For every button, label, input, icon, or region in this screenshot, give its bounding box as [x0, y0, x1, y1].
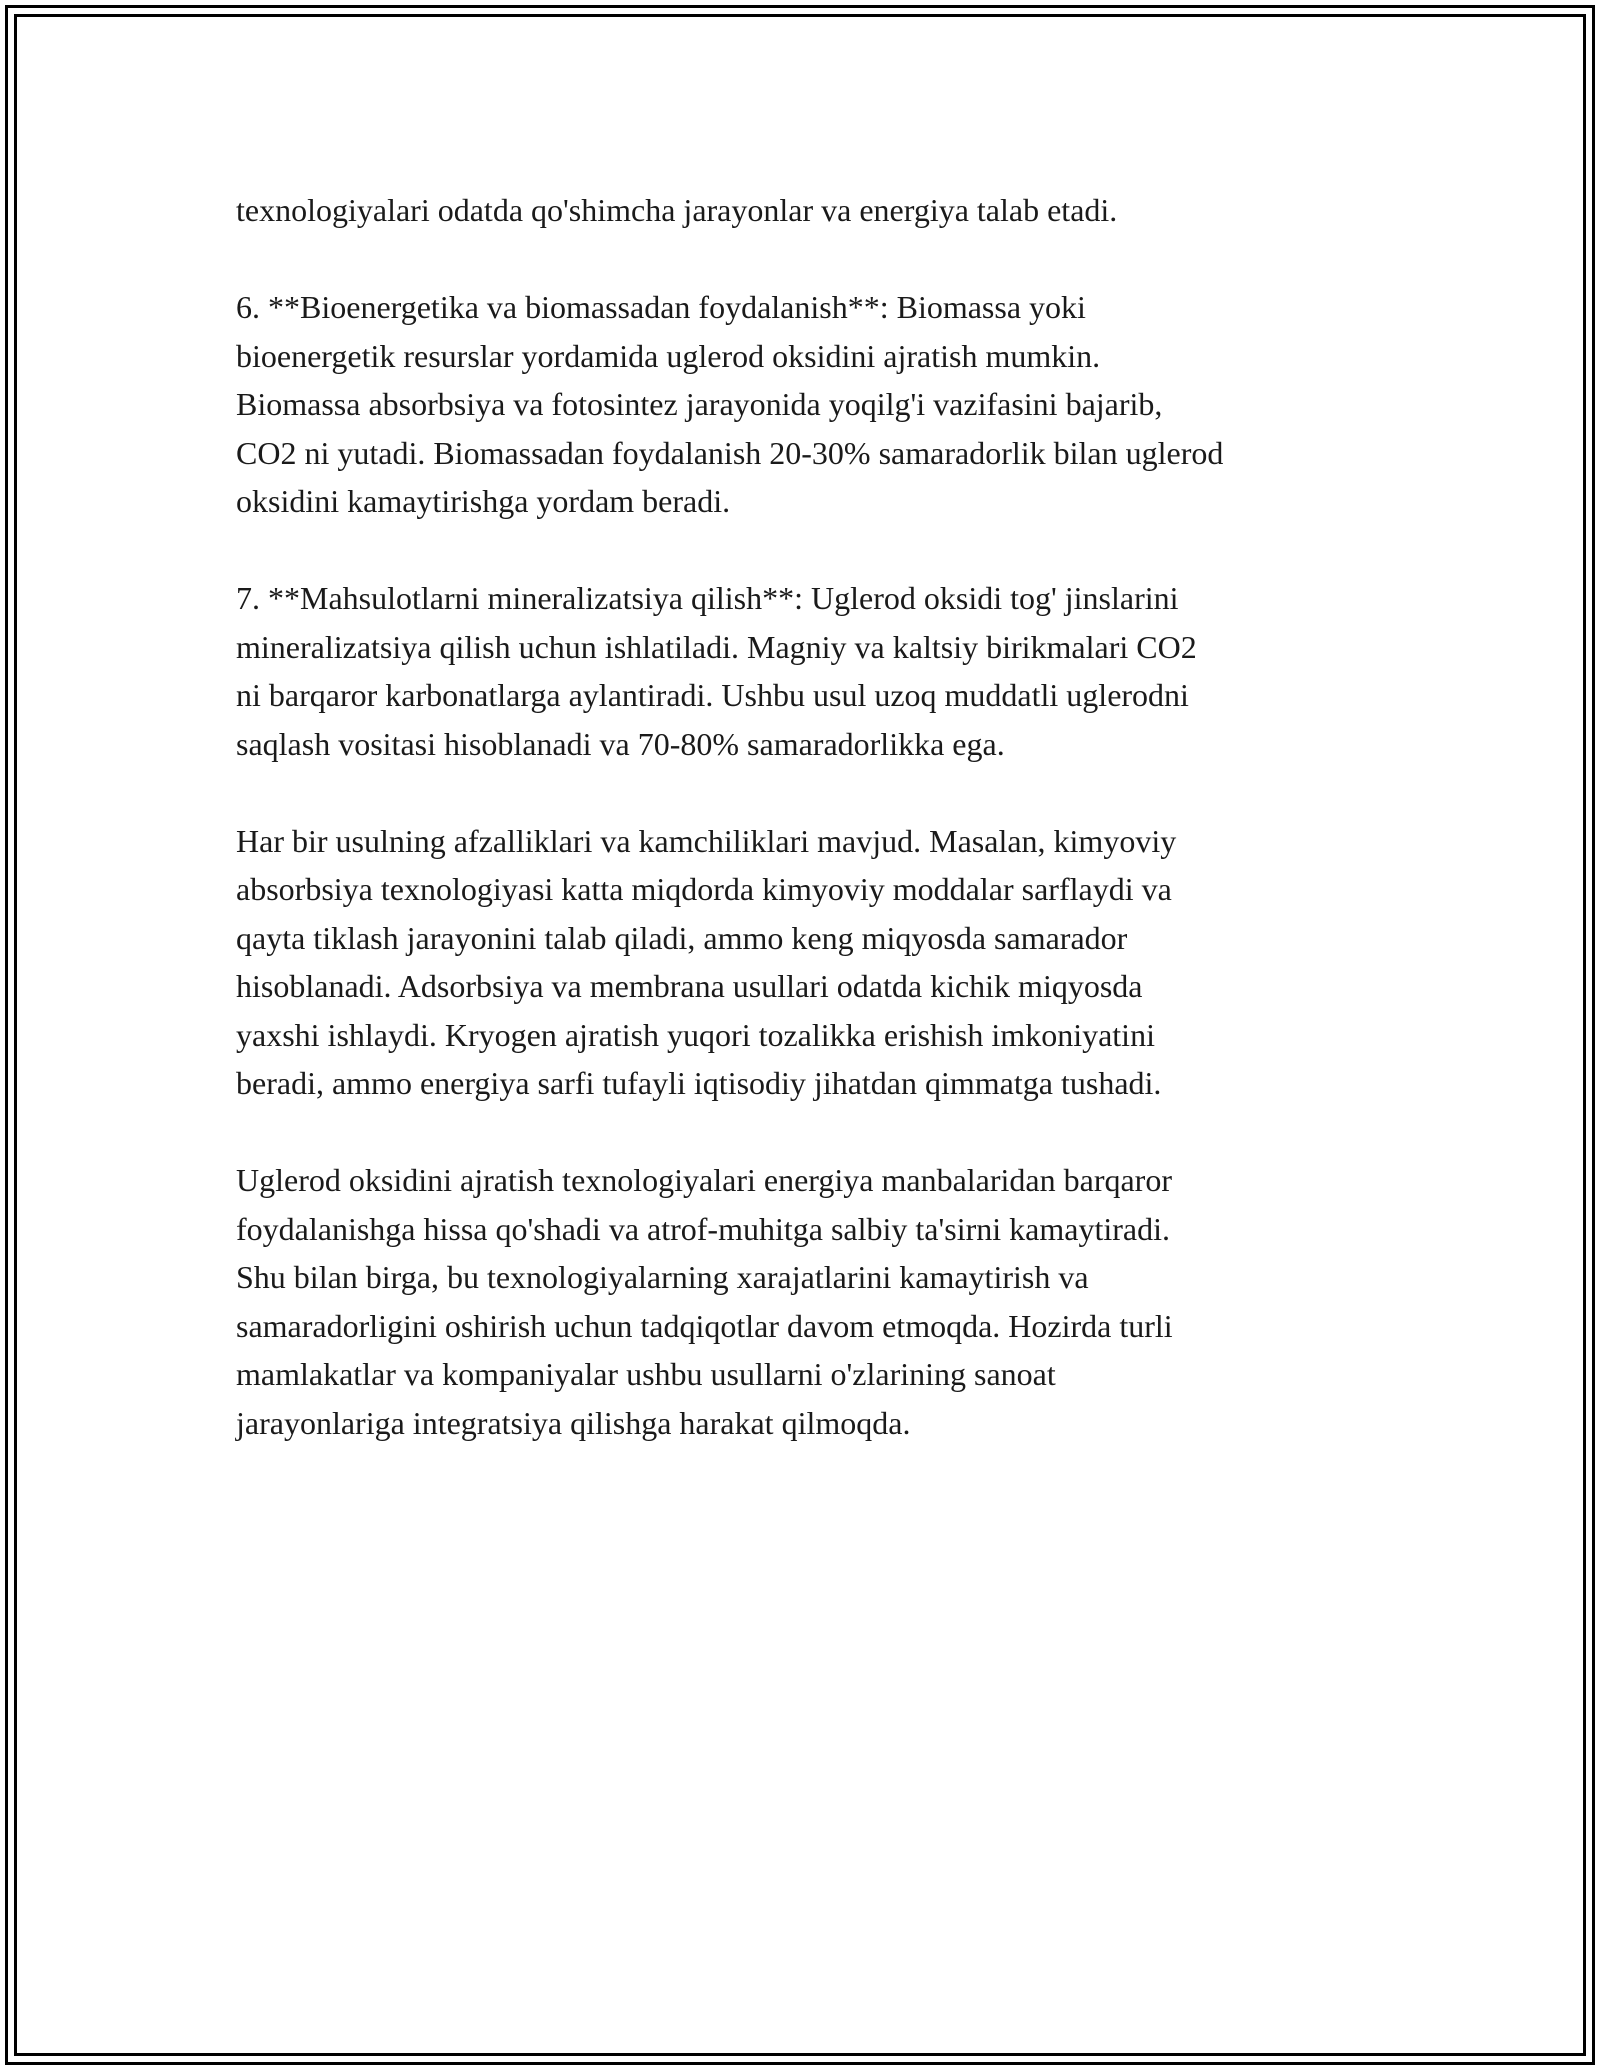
text-line: ni barqaror karbonatlarga aylantiradi. Ushbu usul uzoq muddatli uglerodni — [236, 677, 1189, 713]
text-line: Uglerod oksidini ajratish texnologiyalari energiya manbalaridan barqaror — [236, 1162, 1172, 1198]
document-body — [236, 186, 1406, 1496]
text-line: samaradorligini oshirish uchun tadqiqotlar davom etmoqda. Hozirda turli — [236, 1307, 1173, 1344]
text-line: Har bir usulning afzalliklari va kamchiliklari mavjud. Masalan, kimyoviy — [236, 822, 1177, 859]
paragraph-item-6-bioenergetics — [236, 283, 1406, 526]
text-line: saqlash vositasi hisoblanadi va 70-80% samaradorlikka ega. — [236, 725, 1005, 762]
text-line: yaxshi ishlaydi. Kryogen ajratish yuqori tozalikka erishish imkoniyatini — [236, 1016, 1155, 1053]
text-line: Biomassa absorbsiya va fotosintez jarayonida yoqilg'i vazifasini bajarib, — [236, 386, 1163, 422]
paragraph-comparison — [236, 817, 1406, 1108]
text-line: mamlakatlar va kompaniyalar ushbu usullarni o'zlarining sanoat — [236, 1356, 1056, 1392]
text-line: oksidini kamaytirishga yordam beradi. — [236, 483, 731, 519]
text-line: 6. **Bioenergetika va biomassadan foydalanish**: Biomassa yoki — [236, 289, 1086, 325]
text-line: beradi, ammo energiya sarfi tufayli iqtisodiy jihatdan qimmatga tushadi. — [236, 1065, 1162, 1101]
text-line: texnologiyalari odatda qo'shimcha jarayonlar va energiya talab etadi. — [236, 192, 1118, 228]
paragraph-continuation — [236, 186, 1406, 235]
text-line: jarayonlariga integratsiya qilishga harakat qilmoqda. — [236, 1404, 911, 1441]
text-line: CO2 ni yutadi. Biomassadan foydalanish 20-30% samaradorlik bilan uglerod — [236, 434, 1224, 471]
text-line: absorbsiya texnologiyasi katta miqdorda kimyoviy moddalar sarflaydi va — [236, 871, 1172, 907]
text-line: qayta tiklash jarayonini talab qiladi, ammo keng miqyosda samarador — [236, 919, 1128, 956]
paragraph-conclusion — [236, 1156, 1406, 1447]
text-line: bioenergetik resurslar yordamida uglerod oksidini ajratish mumkin. — [236, 337, 1101, 374]
paragraph-item-7-mineralization — [236, 574, 1406, 768]
text-line: hisoblanadi. Adsorbsiya va membrana usullari odatda kichik miqyosda — [236, 968, 1143, 1004]
text-line: 7. **Mahsulotlarni mineralizatsiya qilish**: Uglerod oksidi tog' jinslarini — [236, 580, 1179, 616]
text-line: mineralizatsiya qilish uchun ishlatiladi. Magniy va kaltsiy birikmalari CO2 — [236, 628, 1197, 665]
text-line: foydalanishga hissa qo'shadi va atrof-muhitga salbiy ta'sirni kamaytiradi. — [236, 1210, 1170, 1247]
text-line: Shu bilan birga, bu texnologiyalarning xarajatlarini kamaytirish va — [236, 1259, 1089, 1295]
